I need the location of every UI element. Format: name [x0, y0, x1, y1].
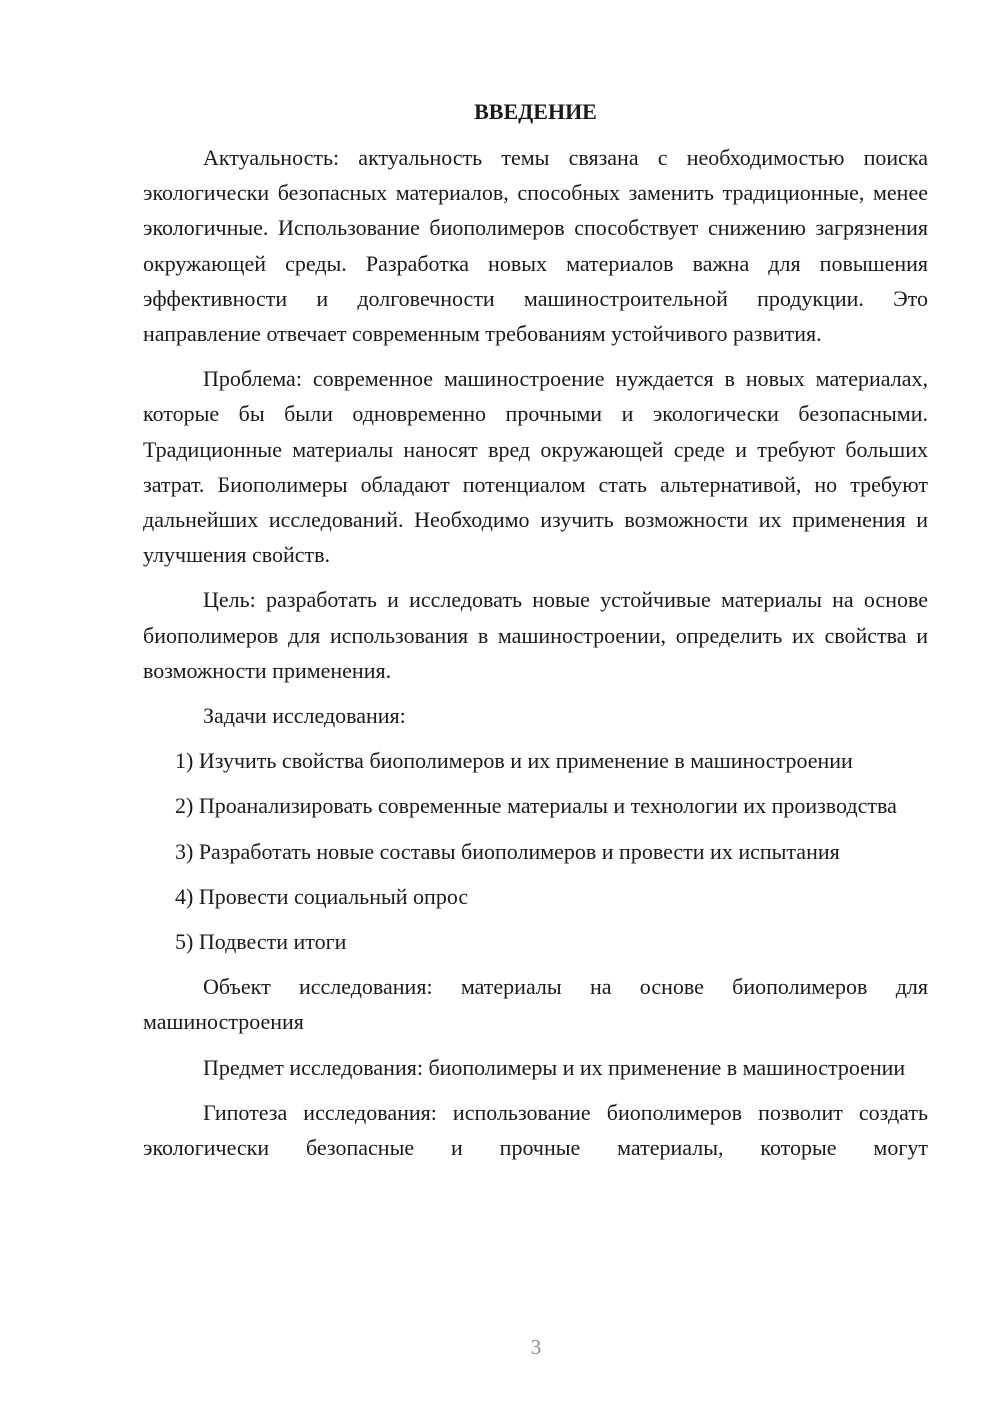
paragraph-goal: Цель: разработать и исследовать новые устойчивые материалы на основе биополимеров для использования в машиностроении, определить их свойства и возможности применения.	[143, 587, 928, 683]
page-title: ВВЕДЕНИЕ	[474, 99, 597, 124]
task-item-2: 2) Проанализировать современные материалы и технологии их производства	[175, 793, 897, 819]
paragraph-object: Объект исследования: материалы на основе биополимеров для машиностроения	[143, 974, 928, 1035]
page-number: 3	[530, 1335, 542, 1359]
paragraph-hypothesis: Гипотеза исследования: использование биополимеров позволит создать экологически безопасные и прочные материалы, которые могут	[143, 1099, 928, 1161]
page-content	[143, 94, 928, 1175]
tasks-heading: Задачи исследования:	[203, 703, 406, 729]
task-item-1: 1) Изучить свойства биополимеров и их применение в машиностроении	[175, 748, 853, 774]
paragraph-problem: Проблема: современное машиностроение нуждается в новых материалах, которые бы были одновременно прочными и экологически безопасными. Традиционные материалы наносят вред окружающей среде и требуют больших затрат. Биополимеры обладают потенциалом стать альтернативой, но требуют дальнейших исследований. Необходимо изучить возможности их применения и улучшения свойств.	[143, 366, 928, 568]
task-item-4: 4) Провести социальный опрос	[175, 883, 469, 909]
paragraph-subject: Предмет исследования: биополимеры и их применение в машиностроении	[203, 1054, 906, 1080]
task-item-5: 5) Подвести итоги	[175, 929, 347, 955]
paragraph-relevance: Актуальность: актуальность темы связана с необходимостью поиска экологически безопасных материалов, способных заменить традиционные, менее экологичные. Использование биополимеров способствует снижению загрязнения окружающей среды. Разработка новых материалов важна для повышения эффективности и долговечности машиностроительной продукции. Это направление отвечает современным требованиям устойчивого развития.	[143, 145, 928, 347]
task-item-3: 3) Разработать новые составы биополимеров и провести их испытания	[175, 838, 840, 864]
